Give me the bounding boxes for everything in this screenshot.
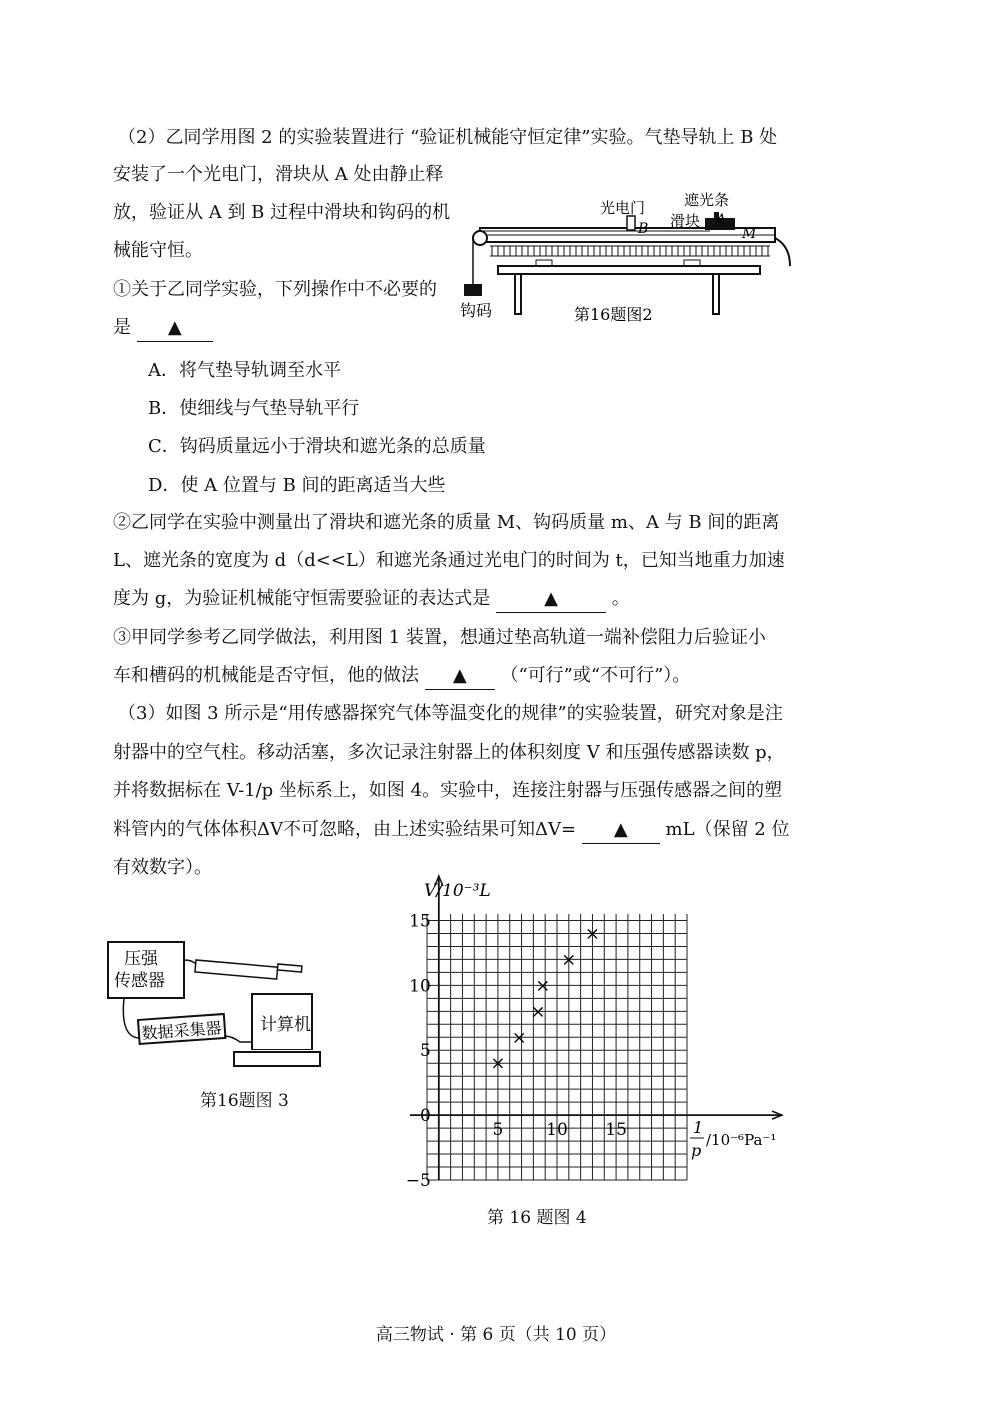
part3-line2: 射器中的空气柱。移动活塞，多次记录注射器上的体积刻度 V 和压强传感器读数 p， bbox=[113, 742, 785, 763]
question-2-line1: ②乙同学在实验中测量出了滑块和遮光条的质量 M、钩码质量 m、A 与 B 间的距离 bbox=[113, 512, 780, 533]
y-tick-label: 10 bbox=[409, 976, 431, 997]
question-3-suffix: （“可行”或“不可行”）。 bbox=[500, 665, 691, 686]
option-d: D．使 A 位置与 B 间的距离适当大些 bbox=[148, 475, 446, 496]
label-strip: 遮光条 bbox=[684, 191, 730, 209]
part3-line4 bbox=[113, 817, 789, 844]
data-point-marker: × bbox=[561, 949, 577, 971]
data-point-marker: × bbox=[511, 1027, 527, 1049]
collector-label: 数据采集器 bbox=[140, 1018, 223, 1043]
question-3-line2 bbox=[113, 663, 690, 690]
syringe bbox=[195, 960, 278, 979]
computer-base bbox=[232, 1050, 324, 1070]
y-tick-label: 15 bbox=[409, 911, 431, 932]
part2-intro-line4: 械能守恒。 bbox=[113, 240, 203, 261]
question-1-prefix: 是 bbox=[113, 317, 131, 338]
answer-blank-q2[interactable]: ▲ bbox=[496, 586, 606, 613]
part3-line3: 并将数据标在 V-1/p 坐标系上，如图 4。实验中，连接注射器与压强传感器之间的塑 bbox=[113, 780, 783, 801]
air-hose bbox=[775, 238, 790, 266]
x-tick-label: 5 bbox=[492, 1120, 504, 1141]
label-a: A bbox=[716, 212, 727, 228]
part3-line1: （3）如图 3 所示是“用传感器探究气体等温变化的规律”的实验装置，研究对象是注 bbox=[118, 703, 783, 724]
x-axis-label-denominator: p bbox=[691, 1141, 702, 1160]
figure-4-caption: 第 16 题图 4 bbox=[487, 1208, 587, 1228]
y-tick-label: −5 bbox=[405, 1171, 431, 1191]
part2-intro-line2: 安装了一个光电门，滑块从 A 处由静止释 bbox=[113, 164, 444, 185]
label-slider: 滑块 bbox=[670, 212, 701, 230]
question-1-line2 bbox=[113, 315, 213, 342]
page-footer: 高三物试 · 第 6 页（共 10 页） bbox=[375, 1325, 617, 1345]
answer-blank-q3[interactable]: ▲ bbox=[425, 663, 495, 690]
label-b: B bbox=[638, 221, 649, 237]
label-photogate: 光电门 bbox=[600, 199, 646, 217]
option-c: C．钩码质量远小于滑块和遮光条的总质量 bbox=[148, 436, 486, 457]
y-axis-label: V/10⁻³L bbox=[424, 881, 491, 901]
part2-intro-line3: 放，验证从 A 到 B 过程中滑块和钩码的机 bbox=[113, 202, 451, 223]
data-point-marker: × bbox=[530, 1001, 546, 1023]
figure-3-setup bbox=[100, 930, 340, 1050]
option-b: B．使细线与气垫导轨平行 bbox=[148, 398, 360, 419]
question-3-prefix: 车和槽码的机械能是否守恒，他的做法 bbox=[113, 665, 419, 686]
label-m: M bbox=[742, 226, 757, 242]
x-tick-label: 10 bbox=[546, 1120, 568, 1141]
data-point-marker: × bbox=[535, 975, 551, 997]
figure-3-caption: 第16题图 3 bbox=[200, 1091, 289, 1111]
x-axis-label-unit: /10⁻⁶Pa⁻¹ bbox=[706, 1131, 777, 1149]
question-2-line2: L、遮光条的宽度为 d（d<<L）和遮光条通过光电门的时间为 t，已知当地重力加速 bbox=[113, 550, 785, 571]
x-axis-label bbox=[690, 1118, 776, 1160]
question-1-line1: ①关于乙同学实验，下列操作中不必要的 bbox=[113, 279, 437, 300]
part2-intro-line1: （2）乙同学用图 2 的实验装置进行 “验证机械能守恒定律”实验。气垫导轨上 B 处 bbox=[118, 127, 778, 148]
x-tick-label: 15 bbox=[605, 1120, 627, 1141]
photogate bbox=[627, 216, 635, 230]
figure-2-air-track bbox=[460, 186, 800, 336]
sensor-label-2: 传感器 bbox=[114, 971, 165, 991]
table-top bbox=[498, 266, 760, 274]
part3-line4-prefix: 料管内的气体体积ΔV不可忽略，由上述实验结果可知ΔV= bbox=[113, 819, 577, 840]
question-2-line3 bbox=[113, 586, 630, 613]
sensor-label-1: 压强 bbox=[124, 949, 158, 969]
question-2-suffix: 。 bbox=[611, 588, 630, 609]
figure-4-chart bbox=[390, 870, 800, 1200]
part3-line5: 有效数字）。 bbox=[113, 857, 212, 878]
data-point-marker: × bbox=[490, 1053, 506, 1075]
label-weight: 钩码 bbox=[460, 301, 493, 320]
y-tick-label: 5 bbox=[419, 1041, 431, 1062]
hanging-weight bbox=[464, 284, 482, 296]
y-tick-label: 0 bbox=[419, 1106, 431, 1127]
question-2-prefix: 度为 g，为验证机械能守恒需要验证的表达式是 bbox=[113, 588, 491, 609]
answer-blank-q1[interactable]: ▲ bbox=[137, 315, 213, 342]
pulley bbox=[473, 231, 487, 245]
x-axis-label-numerator: 1 bbox=[693, 1118, 704, 1137]
answer-blank-delta-v[interactable]: ▲ bbox=[582, 817, 660, 844]
computer-label: 计算机 bbox=[260, 1015, 311, 1035]
question-3-line1: ③甲同学参考乙同学做法，利用图 1 装置，想通过垫高轨道一端补偿阻力后验证小 bbox=[113, 627, 766, 648]
data-point-marker: × bbox=[584, 923, 601, 945]
figure-2-caption: 第16题图2 bbox=[574, 305, 653, 324]
option-a: A．将气垫导轨调至水平 bbox=[148, 360, 341, 381]
part3-line4-suffix: mL（保留 2 位 bbox=[665, 819, 790, 840]
